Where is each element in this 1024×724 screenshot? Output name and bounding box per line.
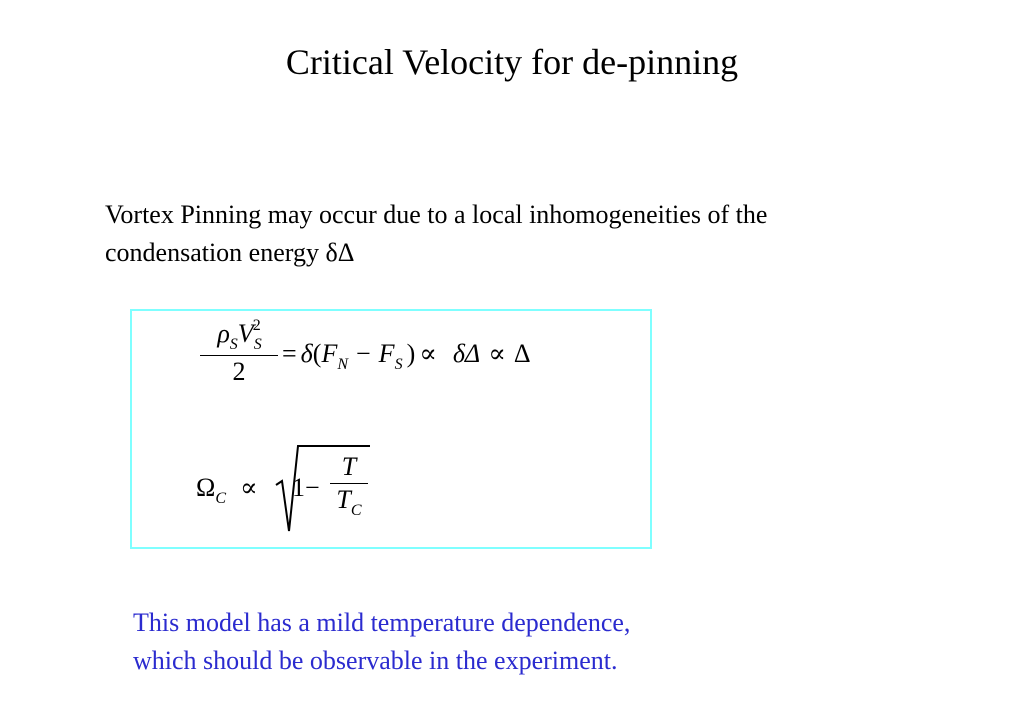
critical-temperature: T [336, 485, 351, 514]
slide-title: Critical Velocity for de-pinning [285, 42, 739, 82]
fraction-denominator: 2 [232, 357, 246, 386]
superconducting-free-energy: F [378, 339, 395, 368]
delta-operator: δ [300, 339, 313, 368]
normal-free-energy: F [321, 339, 338, 368]
intro-line-2: condensation energy δΔ [105, 238, 355, 267]
fraction-numerator [200, 317, 278, 355]
rho-subscript: S [229, 336, 238, 353]
model-note [133, 604, 833, 680]
rho-symbol: ρ [217, 319, 230, 348]
superconducting-free-energy-subscript: S [394, 356, 403, 373]
equation-box [130, 309, 652, 549]
equation1-rhs [282, 339, 531, 373]
temperature-denominator [330, 484, 368, 520]
open-paren: ( [312, 339, 322, 368]
proportional-sign-3: ∝ [240, 473, 258, 502]
velocity-symbol: V [237, 319, 254, 348]
temperature-fraction [330, 451, 368, 520]
equals-sign: = [282, 339, 297, 368]
proportional-sign-1: ∝ [419, 339, 437, 368]
delta-delta: δΔ [452, 339, 481, 368]
omega-symbol: Ω [196, 473, 216, 502]
omega-subscript: C [215, 490, 226, 507]
proportional-sign-2: ∝ [488, 339, 506, 368]
velocity-fraction [200, 317, 278, 388]
velocity-exponent: 2 [252, 317, 261, 334]
intro-paragraph [105, 196, 965, 272]
omega-term [196, 473, 258, 507]
note-line-1: This model has a mild temperature dependence, [133, 608, 631, 637]
temperature-numerator: T [341, 452, 357, 481]
note-line-2: which should be observable in the experiment. [133, 646, 618, 675]
critical-temperature-subscript: C [350, 502, 362, 519]
gap-delta: Δ [513, 339, 531, 368]
velocity-subscript: S [253, 336, 262, 353]
close-paren: ) [406, 339, 416, 368]
normal-free-energy-subscript: N [337, 356, 348, 373]
intro-line-1: Vortex Pinning may occur due to a local inhomogeneities of the [105, 200, 768, 229]
minus-sign: − [356, 339, 371, 368]
one-minus: 1− [292, 473, 320, 502]
